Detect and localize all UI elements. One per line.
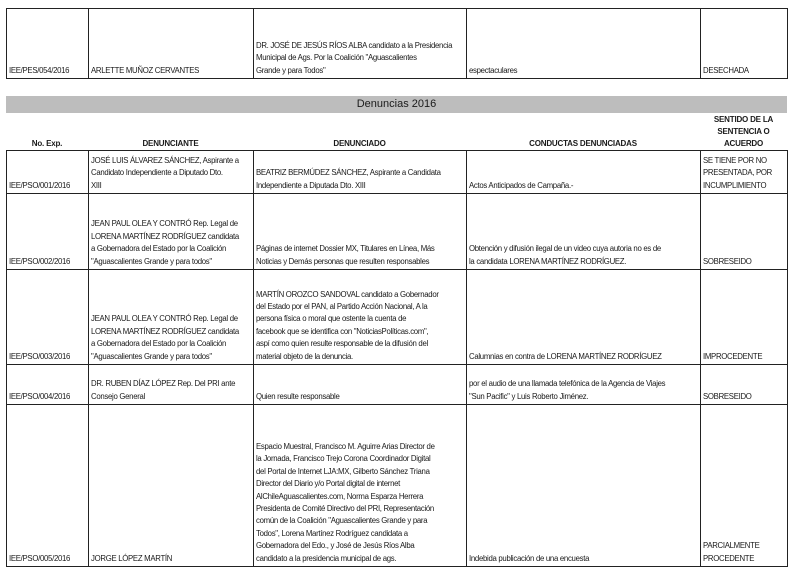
table-row bbox=[7, 270, 788, 365]
section-banner: Denuncias 2016 bbox=[6, 96, 787, 113]
cell-sentido bbox=[701, 365, 788, 405]
cell-text: del Estado por el PAN, al Partido Acción Nacional, A la bbox=[256, 301, 428, 311]
table-row bbox=[7, 194, 788, 270]
cell-sentido bbox=[701, 194, 788, 270]
cell-text: Municipal de Ags. Por la Coalición "Aguascalientes bbox=[256, 53, 417, 63]
cell-text: IEE/PSO/004/2016 bbox=[9, 391, 71, 401]
cell-conductas bbox=[467, 365, 701, 405]
cell-exp bbox=[7, 270, 89, 365]
header-denunciado: DENUNCIADO bbox=[333, 139, 386, 148]
cell-text: Grande y para Todos" bbox=[256, 65, 326, 75]
cell-text: MARTÍN OROZCO SANDOVAL candidato a Gobernador bbox=[256, 289, 439, 299]
cell-text: la Jornada, Francisco Trejo Corona Coordinador Digital bbox=[256, 454, 431, 464]
cell-text: la candidata LORENA MARTÍNEZ RODRÍGUEZ. bbox=[469, 256, 627, 266]
cell-text: JEAN PAUL OLEA Y CONTRÓ Rep. Legal de bbox=[91, 219, 238, 229]
header-sentido-line: SENTENCIA O bbox=[717, 127, 770, 136]
cell-sentido bbox=[701, 270, 788, 365]
cell-text: a Gobernadora del Estado por la Coalición bbox=[91, 339, 227, 349]
cell-text: DESECHADA bbox=[703, 65, 749, 75]
cell-text: LORENA MARTÍNEZ RODRÍGUEZ candidata bbox=[91, 231, 239, 241]
cell-denunciado bbox=[254, 151, 467, 194]
cell-text: PARCIALMENTE bbox=[703, 541, 760, 551]
cell-text: Obtención y difusión ilegal de un video cuya autoria no es de bbox=[469, 244, 661, 254]
cell-text: LORENA MARTÍNEZ RODRÍGUEZ candidata bbox=[91, 326, 239, 336]
header-sentido-line: SENTIDO DE LA bbox=[713, 115, 774, 124]
cell-text: Independiente a Diputada Dto. XIII bbox=[256, 180, 366, 190]
cell-text: Candidato Independiente a Diputado Dto. bbox=[91, 168, 223, 178]
cell-conductas bbox=[467, 270, 701, 365]
cell-text: Actos Anticipados de Campaña.- bbox=[469, 180, 574, 190]
cell-text: Espacio Muestral, Francisco M. Aguirre Arias Director de bbox=[256, 441, 435, 451]
cell-conductas bbox=[467, 194, 701, 270]
cell-text: por el audio de una llamada telefónica de la Agencia de Viajes bbox=[469, 379, 666, 389]
cell-text: JORGE LÓPEZ MARTÍN bbox=[91, 553, 173, 563]
cell-text: Todos", Lorena Martínez Rodríguez candidata a bbox=[256, 528, 408, 538]
cell-exp bbox=[7, 151, 89, 194]
cell-exp bbox=[7, 9, 89, 79]
cell-text: aspí como quien resulte responsable de la difusión del bbox=[256, 339, 428, 349]
cell-text: DR. JOSÉ DE JESÚS RÍOS ALBA candidato a la Presidencia bbox=[256, 40, 453, 50]
cell-denunciante bbox=[89, 151, 254, 194]
cell-exp bbox=[7, 405, 89, 567]
cell-text: PRESENTADA, POR bbox=[703, 168, 773, 178]
cell-text: espectaculares bbox=[469, 65, 518, 75]
cell-text: Calumnias en contra de LORENA MARTÍNEZ RODRÍGUEZ bbox=[469, 351, 662, 361]
header-conductas: CONDUCTAS DENUNCIADAS bbox=[529, 139, 637, 148]
cell-text: IEE/PSO/001/2016 bbox=[9, 180, 71, 190]
cell-text: ARLETTE MUÑOZ CERVANTES bbox=[91, 65, 200, 75]
cell-text: IMPROCEDENTE bbox=[703, 351, 763, 361]
table-row bbox=[7, 405, 788, 567]
table-row bbox=[7, 151, 788, 194]
cell-text: Consejo General bbox=[91, 391, 146, 401]
cell-denunciado bbox=[254, 9, 467, 79]
cell-text: DR. RUBEN DÍAZ LÓPEZ Rep. Del PRI ante bbox=[91, 379, 236, 389]
cell-text: JEAN PAUL OLEA Y CONTRÓ Rep. Legal de bbox=[91, 314, 238, 324]
denuncias-table bbox=[6, 150, 788, 567]
header-denunciante: DENUNCIANTE bbox=[142, 139, 199, 148]
cell-denunciado bbox=[254, 194, 467, 270]
table-row bbox=[7, 365, 788, 405]
cell-sentido bbox=[701, 9, 788, 79]
table-header bbox=[6, 115, 787, 150]
cell-text: Presidenta de Comité Directivo del PRI, Representación bbox=[256, 503, 434, 513]
cell-text: JOSÉ LUIS ÁLVAREZ SÁNCHEZ, Aspirante a bbox=[91, 155, 239, 165]
cell-text: IEE/PSO/005/2016 bbox=[9, 553, 71, 563]
cell-denunciante bbox=[89, 194, 254, 270]
cell-text: "Aguascalientes Grande y para todos" bbox=[91, 351, 212, 361]
cell-denunciante bbox=[89, 365, 254, 405]
previous-table bbox=[6, 8, 788, 79]
cell-text: IEE/PES/054/2016 bbox=[9, 65, 70, 75]
cell-conductas bbox=[467, 9, 701, 79]
cell-text: AlChileAguascalientes.com, Norma Esparza Herrera bbox=[256, 491, 424, 501]
cell-text: candidato a la presidencia municipal de ags. bbox=[256, 553, 397, 563]
cell-text: INCUMPLIMIENTO bbox=[703, 180, 767, 190]
table-row bbox=[7, 9, 788, 79]
cell-text: material objeto de la denuncia. bbox=[256, 351, 353, 361]
cell-denunciante bbox=[89, 405, 254, 567]
cell-text: "Aguascalientes Grande y para todos" bbox=[91, 256, 212, 266]
cell-text: a Gobernadora del Estado por la Coalición bbox=[91, 244, 227, 254]
cell-text: Páginas de internet Dossier MX, Titulares en Línea, Más bbox=[256, 244, 435, 254]
header-exp: No. Exp. bbox=[31, 139, 63, 148]
cell-text: BEATRIZ BERMÚDEZ SÁNCHEZ, Aspirante a Candidata bbox=[256, 168, 441, 178]
cell-conductas bbox=[467, 151, 701, 194]
cell-text: Noticias y Demás personas que resulten responsables bbox=[256, 256, 430, 266]
cell-text: Director del Diario y/o Portal digital de internet bbox=[256, 479, 401, 489]
cell-conductas bbox=[467, 405, 701, 567]
cell-text: IEE/PSO/003/2016 bbox=[9, 351, 71, 361]
cell-denunciante bbox=[89, 9, 254, 79]
cell-denunciado bbox=[254, 270, 467, 365]
cell-text: SE TIENE POR NO bbox=[703, 155, 767, 165]
cell-denunciado bbox=[254, 405, 467, 567]
header-sentido bbox=[700, 114, 787, 150]
cell-denunciante bbox=[89, 270, 254, 365]
cell-text: SOBRESEIDO bbox=[703, 391, 752, 401]
cell-exp bbox=[7, 194, 89, 270]
cell-text: Indebida publicación de una encuesta bbox=[469, 553, 590, 563]
cell-text: común de la Coalición "Aguascalientes Grande y para bbox=[256, 516, 428, 526]
cell-denunciado bbox=[254, 365, 467, 405]
cell-text: SOBRESEIDO bbox=[703, 256, 752, 266]
cell-text: "Sun Pacific" y Luis Roberto Jiménez. bbox=[469, 391, 589, 401]
cell-text: Gobernadora del Edo., y José de Jesús Ríos Alba bbox=[256, 541, 415, 551]
header-sentido-line: ACUERDO bbox=[723, 139, 764, 148]
cell-exp bbox=[7, 365, 89, 405]
cell-text: persona física o moral que ostente la cuenta de bbox=[256, 314, 407, 324]
cell-sentido bbox=[701, 405, 788, 567]
cell-text: facebook que se identifica con "NoticiasPolíticas.com", bbox=[256, 326, 429, 336]
cell-sentido bbox=[701, 151, 788, 194]
cell-text: XIII bbox=[91, 180, 102, 190]
cell-text: IEE/PSO/002/2016 bbox=[9, 256, 71, 266]
cell-text: PROCEDENTE bbox=[703, 553, 755, 563]
cell-text: Quien resulte responsable bbox=[256, 391, 340, 401]
cell-text: del Portal de Internet LJA:MX, Gilberto Sánchez Triana bbox=[256, 466, 430, 476]
